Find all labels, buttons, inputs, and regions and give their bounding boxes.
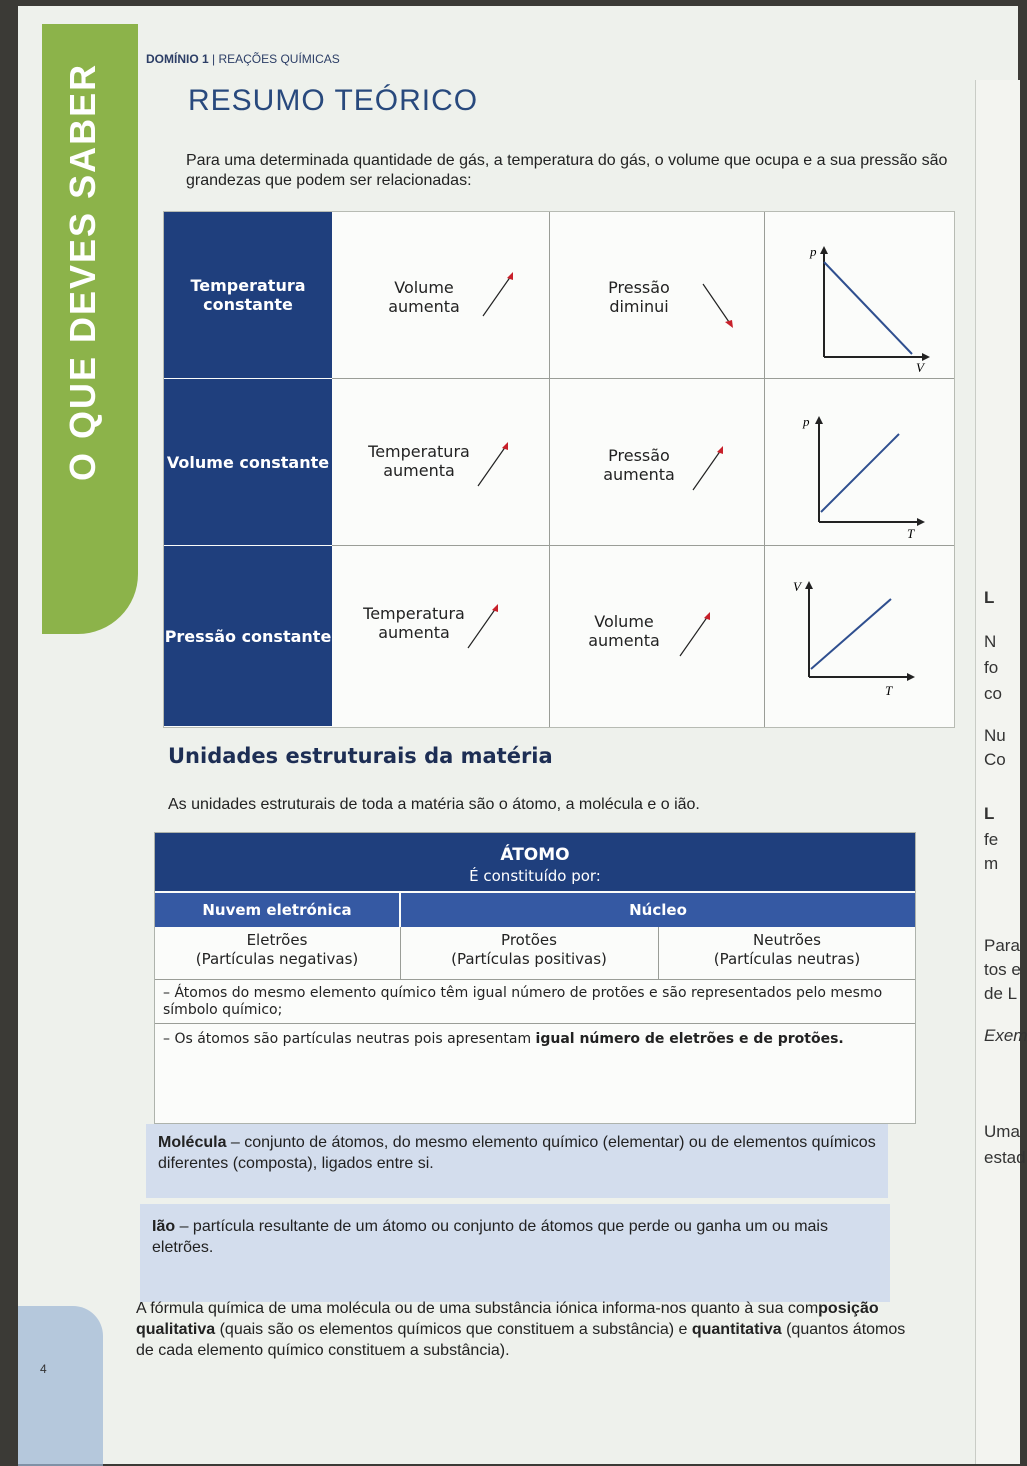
graph-x-label: T <box>907 526 915 541</box>
adjacent-text: fo <box>984 658 999 677</box>
atom-table <box>154 832 916 1124</box>
adjacent-text: Nu <box>984 726 1006 745</box>
adjacent-page <box>975 80 1027 1464</box>
adjacent-text: Exem <box>984 1026 1027 1045</box>
adjacent-text: N <box>984 632 997 651</box>
graph-p-vs-t <box>799 412 929 542</box>
atom-subtitle: É constituído por: <box>469 867 601 885</box>
atom-nucleus-header: Núcleo <box>401 893 915 927</box>
up-arrow-icon <box>676 610 716 660</box>
row-head-temperature: Temperatura constante <box>164 212 332 378</box>
protons-cell <box>401 931 657 977</box>
up-arrow-icon <box>464 602 504 652</box>
ion-term: Ião <box>152 1218 176 1235</box>
atom-note-2-bold: igual número de eletrões e de protões. <box>535 1031 844 1047</box>
adjacent-text: de L <box>984 984 1018 1003</box>
molecule-text: – conjunto de átomos, do mesmo elemento químico (elementar) ou de elementos químicos diferentes (composta), ligados entre si. <box>158 1134 876 1172</box>
molecule-definition <box>146 1124 888 1198</box>
cell-pressao-diminui: Pressão diminui <box>608 278 670 316</box>
adjacent-text: L <box>984 804 995 823</box>
down-arrow-icon <box>699 280 739 330</box>
atom-cloud-header: Nuvem eletrónica <box>155 893 399 927</box>
units-intro: As unidades estruturais de toda a matéria são o átomo, a molécula e o ião. <box>168 796 700 813</box>
row-head-volume: Volume constante <box>164 379 332 545</box>
graph-y-label: p <box>803 414 810 429</box>
graph-v-vs-t <box>789 577 919 707</box>
cell-pressao-aumenta: Pressão aumenta <box>603 446 675 484</box>
atom-note-1: – Átomos do mesmo elemento químico têm igual número de protões e são representados pelo mesmo símbolo químico; <box>163 985 883 1018</box>
formula-bold-2: quantitativa <box>691 1321 782 1338</box>
atom-note-2-text: – Os átomos são partículas neutras pois apresentam <box>163 1031 536 1047</box>
adjacent-text: Uma <box>984 1122 1020 1141</box>
page-number: 4 <box>40 1362 47 1376</box>
up-arrow-icon <box>479 270 519 320</box>
formula-text-1: A fórmula química de uma molécula ou de uma substância iónica informa-nos quanto à sua com <box>136 1300 819 1317</box>
book-page <box>18 6 1018 1464</box>
graph-y-label: V <box>793 579 801 594</box>
atom-note-2 <box>163 1031 903 1048</box>
adjacent-text: estad <box>984 1148 1026 1167</box>
sidebar-label: O QUE DEVES SABER <box>62 62 103 481</box>
cell-temperatura-aumenta: Temperatura aumenta <box>368 442 470 480</box>
adjacent-text: co <box>984 684 1002 703</box>
cell-volume-aumenta: Volume aumenta <box>388 278 460 316</box>
adjacent-text: tos e <box>984 960 1021 979</box>
page-title: RESUMO TEÓRICO <box>188 84 479 117</box>
cell-temperatura-aumenta-2: Temperatura aumenta <box>363 604 465 642</box>
formula-text-2: (quais são os elementos químicos que constituem a substância) e <box>215 1321 692 1338</box>
graph-y-label: p <box>810 244 817 259</box>
neutrons-cell <box>659 931 915 977</box>
atom-title: ÁTOMO <box>500 845 570 865</box>
row-head-pressure: Pressão constante <box>164 546 332 726</box>
electrons-desc: (Partículas negativas) <box>195 950 359 968</box>
adjacent-text: m <box>984 854 999 873</box>
formula-text-3: (quantos átomos de cada elemento químico constituem a substância). <box>136 1321 906 1359</box>
gas-laws-table <box>163 211 955 728</box>
domain-name: | REAÇÕES QUÍMICAS <box>208 52 340 66</box>
up-arrow-icon <box>474 440 514 490</box>
electrons-label: Eletrões <box>246 931 308 949</box>
intro-text: Para uma determinada quantidade de gás, a temperatura do gás, o volume que ocupa e a sua pressão são grandezas que podem ser relacionadas: <box>186 152 948 189</box>
graph-p-vs-v <box>804 242 934 375</box>
adjacent-text: Para <box>984 936 1020 955</box>
ion-definition <box>140 1204 890 1302</box>
units-heading: Unidades estruturais da matéria <box>168 744 553 768</box>
adjacent-text: Co <box>984 750 1006 769</box>
neutrons-desc: (Partículas neutras) <box>713 950 861 968</box>
protons-desc: (Partículas positivas) <box>451 950 607 968</box>
protons-label: Protões <box>501 931 557 949</box>
graph-x-label: V <box>916 360 924 375</box>
atom-header <box>155 833 915 891</box>
domain-header <box>146 52 340 66</box>
graph-x-label: T <box>885 683 893 698</box>
neutrons-label: Neutrões <box>753 931 821 949</box>
electrons-cell <box>155 931 399 977</box>
formula-paragraph <box>136 1298 906 1361</box>
cell-volume-aumenta-2: Volume aumenta <box>588 612 660 650</box>
adjacent-text: fe <box>984 830 999 849</box>
ion-text: – partícula resultante de um átomo ou conjunto de átomos que perde ou ganha um ou mais eletrões. <box>152 1218 828 1256</box>
bottom-decoration <box>18 1306 103 1466</box>
molecule-term: Molécula <box>158 1134 227 1151</box>
domain-number: DOMÍNIO 1 <box>146 52 209 66</box>
formula-bold-1: posição qualitativa <box>136 1300 879 1338</box>
up-arrow-icon <box>689 444 729 494</box>
adjacent-text: L <box>984 588 995 607</box>
